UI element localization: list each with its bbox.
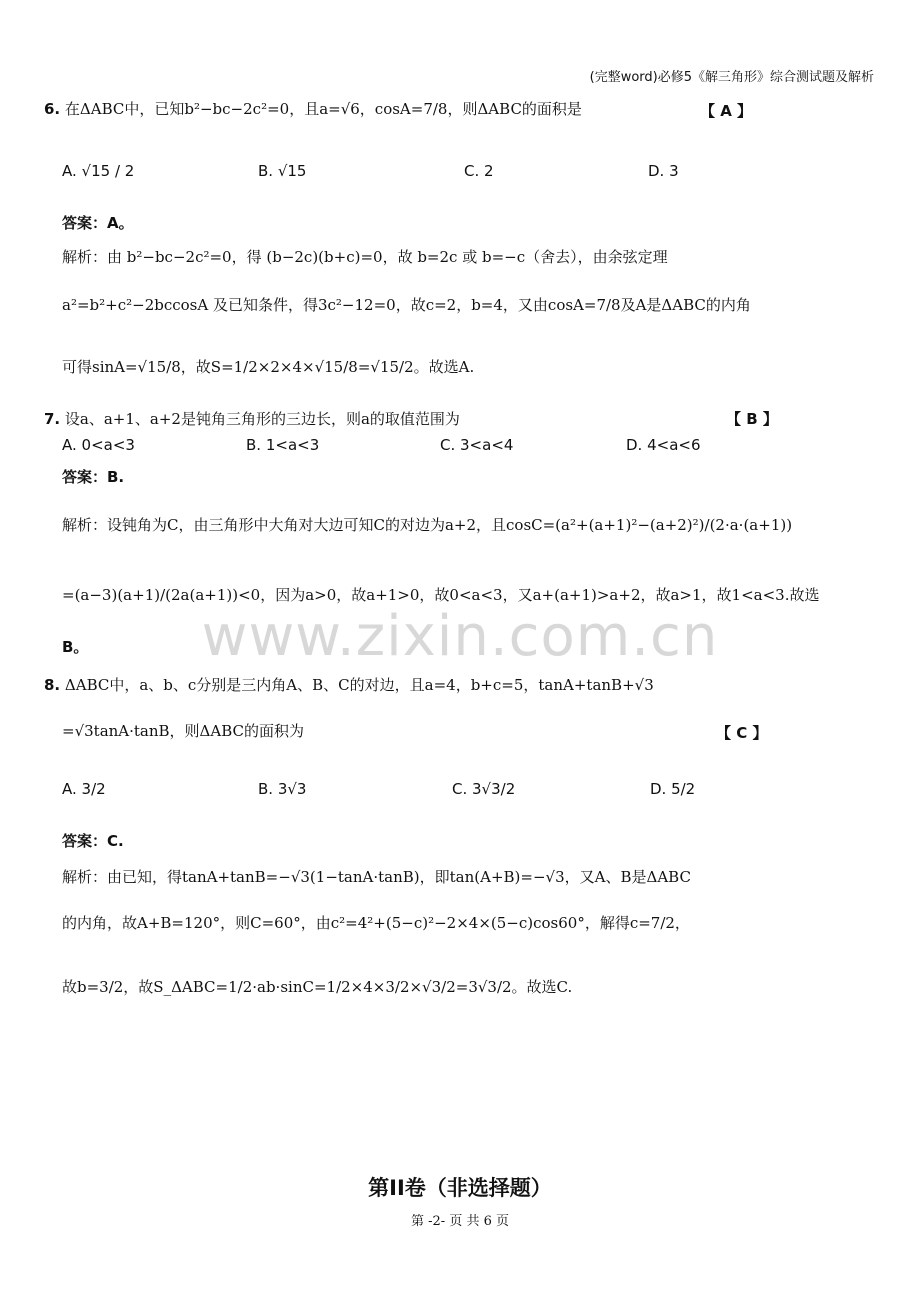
document-header: (完整word)必修5《解三角形》综合测试题及解析 bbox=[589, 70, 874, 85]
q7-option-c: C. 3<a<4 bbox=[440, 436, 514, 454]
q6-solution-line-1: 解析：由 b²−bc−2c²=0，得 (b−2c)(b+c)=0，故 b=2c 或 b=−c（舍去），由余弦定理 bbox=[62, 248, 668, 266]
q7-solution-line-3: B。 bbox=[62, 638, 89, 656]
q6-stem-text: 在ΔABC中，已知b²−bc−2c²=0，且a=√6，cosA=7/8，则ΔABC的面积是 bbox=[64, 100, 582, 118]
q7-option-b: B. 1<a<3 bbox=[246, 436, 320, 454]
q7-number: 7. bbox=[44, 410, 61, 428]
q7-solution-line-1: 解析：设钝角为C，由三角形中大角对大边可知C的对边为a+2，且cosC=(a²+(a+1)²−(a+2)²)/(2·a·(a+1)) bbox=[62, 516, 793, 534]
q6-answer: 答案：A。 bbox=[62, 214, 134, 232]
page-footer: 第 -2- 页 共 6 页 bbox=[411, 1214, 509, 1229]
q8-option-b: B. 3√3 bbox=[258, 780, 307, 798]
q7-answer-bracket: 【 B 】 bbox=[726, 410, 778, 428]
q8-stem-text-1: ΔABC中，a、b、c分别是三内角A、B、C的对边，且a=4，b+c=5，tanA+tanB+√3 bbox=[64, 676, 654, 694]
q7-stem bbox=[44, 408, 460, 429]
q8-option-d: D. 5/2 bbox=[650, 780, 696, 798]
q6-solution-line-3: 可得sinA=√15/8，故S=1/2×2×4×√15/8=√15/2。故选A. bbox=[62, 358, 475, 376]
q8-stem-line-2: =√3tanA·tanB，则ΔABC的面积为 bbox=[62, 722, 305, 740]
q7-answer: 答案：B. bbox=[62, 468, 125, 486]
q6-option-b: B. √15 bbox=[258, 162, 307, 180]
q8-solution-line-3: 故b=3/2，故S_ΔABC=1/2·ab·sinC=1/2×4×3/2×√3/2=3√3/2。故选C. bbox=[62, 978, 573, 996]
q6-option-d: D. 3 bbox=[648, 162, 679, 180]
q7-option-d: D. 4<a<6 bbox=[626, 436, 701, 454]
q8-option-c: C. 3√3/2 bbox=[452, 780, 516, 798]
watermark: www.zixin.com.cn bbox=[201, 604, 719, 669]
q6-number: 6. bbox=[44, 100, 61, 118]
q7-stem-text: 设a、a+1、a+2是钝角三角形的三边长，则a的取值范围为 bbox=[64, 410, 460, 428]
q7-option-a: A. 0<a<3 bbox=[62, 436, 135, 454]
section-title: 第II卷（非选择题） bbox=[368, 1176, 552, 1200]
q7-solution-line-2: =(a−3)(a+1)/(2a(a+1))<0，因为a>0，故a+1>0，故0<a<3，又a+(a+1)>a+2，故a>1，故1<a<3.故选 bbox=[62, 586, 820, 604]
q8-answer-bracket: 【 C 】 bbox=[716, 724, 768, 742]
q6-option-a: A. √15 / 2 bbox=[62, 162, 135, 180]
q6-option-c: C. 2 bbox=[464, 162, 494, 180]
q8-solution-line-2: 的内角，故A+B=120°，则C=60°，由c²=4²+(5−c)²−2×4×(5−c)cos60°，解得c=7/2， bbox=[62, 914, 690, 932]
q6-answer-bracket: 【 A 】 bbox=[700, 102, 753, 120]
q8-answer: 答案：C. bbox=[62, 832, 124, 850]
q8-solution-line-1: 解析：由已知，得tanA+tanB=−√3(1−tanA·tanB)，即tan(A+B)=−√3，又A、B是ΔABC bbox=[62, 868, 691, 886]
q8-stem-line-1 bbox=[44, 674, 654, 695]
q6-stem bbox=[44, 98, 582, 119]
q8-option-a: A. 3/2 bbox=[62, 780, 106, 798]
q8-number: 8. bbox=[44, 676, 61, 694]
q6-solution-line-2: a²=b²+c²−2bccosA 及已知条件，得3c²−12=0，故c=2，b=4，又由cosA=7/8及A是ΔABC的内角 bbox=[62, 296, 751, 314]
